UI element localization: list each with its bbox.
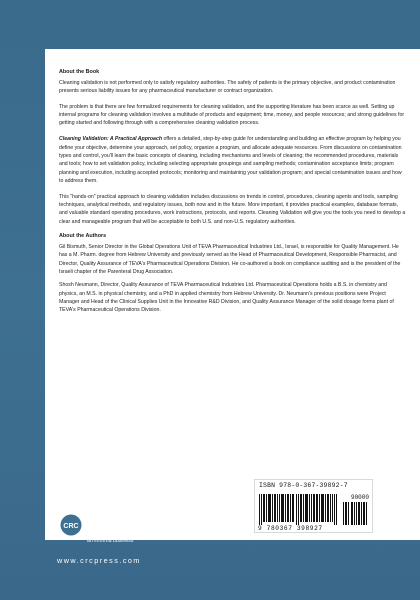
about-book-paragraph-3-body: offers a detailed, step-by-step guide for understanding and building an effective program by helping you define your objective, determine your approach, set policy, organize a program, and allocate adequate resources. From discussions on contamination types and control, you'll learn the basic concepts of cleaning, including mechanisms and levels of cleaning; the recommended procedures, materials and tools; how to set validation policy, including selecting appropriate groupings and sampling methods; contamination acceptance limits; program planning and execution, including accepted protocols; monitoring and maintaining your validation program; and special contamination issues and how to address them. [59,136,402,184]
publisher-name: CRC Press [87,516,140,528]
about-book-heading: About the Book [59,69,100,75]
crc-press-logo-icon [57,511,85,539]
about-authors-heading: About the Authors [59,233,107,240]
book-title: Cleaning Validation: A Practical Approach [59,136,162,143]
publisher-group: Taylor & Francis Group [87,530,141,536]
barcode-icon [259,494,339,525]
author-bio-neumann: Shosh Neumann, Director, Quality Assurance of TEVA Pharmaceutical Industries Ltd. Pharmaceutical Operations holds a B.S. in chemistry and physics, an M.S. in physical chemistry, and a PhD in applied chemistry from Hebrew University. Dr. Neumann's previous positions were Project Manager and Head of the Clinical Supplies Unit in the Innovative R&D Division, and Quality Assurance Manager of the solid dosage forms plant of TEVA's Pharmaceutical Operations Division. [59,282,394,314]
about-book-paragraph-3 [59,135,406,185]
isbn-addon: 90000 [350,494,369,501]
addon-barcode-icon [343,502,369,525]
text-panel [45,49,420,540]
about-book-paragraph-1: Cleaning validation is not performed only to satisfy regulatory authorities. The safety of patients is the primary objective, and product contamination presents serious liability issues for any pharmaceutical manufacturer or contract organization. [59,79,396,94]
author-bio-bismuth: Gil Bismuth, Senior Director in the Global Operations Unit of TEVA Pharmaceutical Industries Ltd., Israel, is responsible for Quality Management. He has a M. Pharm. degree from Hebrew University and previously served as the Head of Pharmaceutical Development, Responsible Pharmacist, and Director, Quality Assurance of TEVA's Pharmaceutical Operations Division. He co-authored a book on compliance auditing and is the president of the Israeli chapter of the Parenteral Drug Association. [59,244,401,275]
about-book-paragraph-2: The problem is that there are few formalized requirements for cleaning validation, and the supporting literature has been scarce as well. Setting up internal programs for cleaning validation involves a multitude of products and equipment; time, money, and people resources; and strong guidelines for getting started and following through with a comprehensive cleaning validation process. [59,103,405,127]
barcode-digits: 9 780367 398927 [258,525,323,532]
content-area [59,68,406,322]
about-book-paragraph-4: This "hands-on" practical approach to cleaning validation includes discussions on trends in control, procedures, cleaning agents and tools, sampling techniques, analytical methods, and regulatory issues, both now and in the future. More important, it provides practical examples, database formats, and valuable standard operating procedures, work instructions, protocols, and reports. Cleaning Validation will give you the tools you need to develop a clear and manageable program that will be acceptable to both U.S. and non-U.S. regulatory authorities. [59,193,406,225]
publisher-website: www.crcpress.com [57,556,141,565]
logo-text: CRC [63,523,79,530]
isbn-label: ISBN 978-0-367-39892-7 [259,482,348,489]
publisher-tagline: an informa business [87,538,134,544]
isbn-barcode-box [254,479,373,533]
